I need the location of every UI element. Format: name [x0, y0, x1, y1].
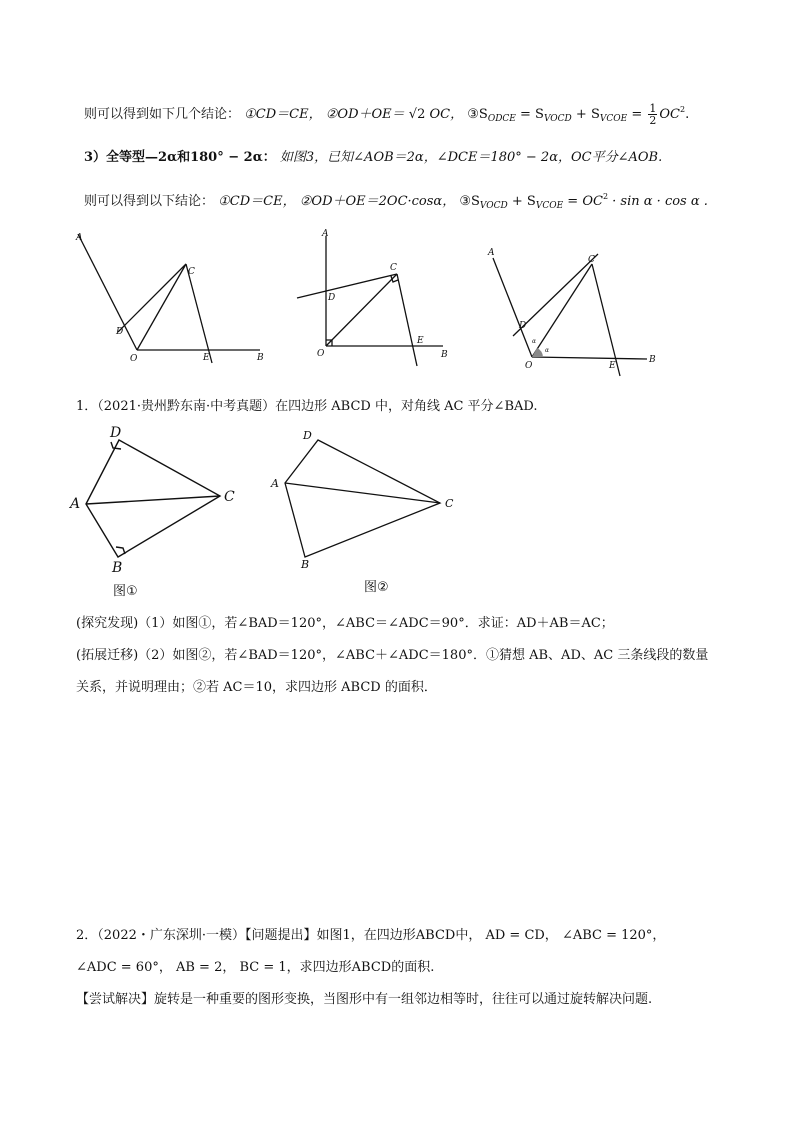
label-e: E: [609, 361, 616, 371]
problem2-line1: [76, 924, 665, 943]
part-text: 如图①，若∠BAD＝120°，∠ABC＝∠ADC＝90°．求证：AD＋AB＝AC；: [172, 616, 614, 631]
figure-type3: [485, 240, 665, 380]
fraction-half: [648, 103, 657, 126]
oc-term: OC: [659, 107, 680, 122]
conclusion-1: ①CD＝CE，: [244, 107, 322, 122]
problem1-figure-1: [66, 424, 246, 584]
type3-colon: ：: [262, 150, 276, 165]
label-alpha: α: [545, 347, 550, 354]
plus-sign: + S: [507, 194, 536, 209]
label-d: D: [328, 293, 336, 303]
label-d: D: [303, 429, 312, 442]
area-subscript: ODCE: [487, 114, 516, 124]
ray-oa: [78, 234, 137, 350]
label-c: C: [224, 489, 235, 505]
conclusion-3: ③S: [467, 107, 488, 122]
area-subscript: VCOE: [535, 201, 564, 211]
quadrilateral-abcd: [86, 440, 220, 557]
area-subscript: VOCD: [479, 201, 508, 211]
label-b: B: [301, 558, 310, 571]
ray-oa: [493, 258, 532, 357]
exponent: 2: [679, 105, 686, 114]
problem-tag: 【尝试解决】: [76, 992, 155, 1007]
label-alpha: α: [532, 338, 537, 345]
angle-marker: [532, 348, 543, 357]
problem1-part1: [76, 612, 614, 631]
figure-type2: [295, 228, 455, 368]
period: .: [685, 107, 690, 122]
problem-number: 2．: [76, 928, 98, 943]
label-d: D: [110, 425, 122, 441]
conclusion3-2: ②OD＋OE＝2OC·cosα，: [299, 194, 456, 209]
conclusions-intro: 则可以得到如下几个结论：: [84, 107, 241, 122]
segment-oc: [137, 264, 186, 350]
part-tag: (拓展迁移)（2）: [76, 648, 173, 663]
label-a: A: [271, 477, 279, 490]
problem1-part2: [76, 644, 708, 663]
fraction-denominator: 2: [649, 114, 657, 127]
problem-text: ∠ADC = 60°， AB = 2， BC = 1，求四边形ABCD的面积.: [76, 960, 435, 975]
fraction-numerator: 1: [649, 102, 657, 115]
diagonal-ac: [86, 496, 220, 504]
segment-dc: [118, 264, 186, 332]
label-b: B: [441, 350, 448, 360]
label-o: O: [525, 361, 533, 371]
label-a: A: [70, 496, 81, 512]
problem-text: 如图1，在四边形ABCD中， AD = CD， ∠ABC = 120°，: [316, 928, 666, 943]
part-text: 如图②，若∠BAD＝120°，∠ABC＋∠ADC＝180°．①猜想 AB、AD、AC 三条线段的数量: [172, 648, 709, 663]
part-tag: (探究发现)（1）: [76, 616, 173, 631]
segment-dc: [297, 274, 397, 298]
problem-number: 1．: [76, 399, 98, 414]
equals-sign: = S: [515, 107, 544, 122]
label-a: A: [322, 229, 329, 239]
label-c: C: [390, 263, 397, 273]
trig-tail: · sin α · cos α .: [608, 194, 708, 209]
label-e: E: [417, 336, 424, 346]
figure-caption-1: 图①: [113, 584, 138, 599]
part-text: 关系，并说明理由；②若 AC＝10，求四边形 ABCD 的面积．: [76, 680, 437, 695]
conclusions-type2-line: [84, 103, 689, 126]
problem-source: （2022・广东深圳·一模）: [97, 928, 245, 943]
equals-sign: =: [627, 107, 647, 122]
conclusion-2-tail: OC，: [429, 107, 464, 122]
label-e: E: [203, 353, 210, 363]
problem2-line2: [76, 956, 434, 975]
ray-ob: [532, 357, 647, 359]
problem-tag: 【问题提出】: [245, 928, 317, 943]
diagonal-ac: [285, 483, 440, 503]
conclusion3-1: ①CD＝CE，: [218, 194, 296, 209]
label-c: C: [188, 267, 195, 277]
type3-text: 如图3，已知∠AOB＝2α，∠DCE＝180° − 2α，OC平分∠AOB.: [279, 150, 663, 165]
problem-source: （2021·贵州黔东南·中考真题）: [97, 399, 276, 414]
label-o: O: [317, 349, 325, 359]
conclusions-type3-line: [84, 190, 708, 211]
label-b: B: [257, 353, 264, 363]
problem2-line3: [76, 988, 652, 1007]
problem-text: 旋转是一种重要的图形变换，当图形中有一组邻边相等时，往往可以通过旋转解决问题.: [154, 992, 653, 1007]
label-a: A: [488, 248, 495, 258]
segment-ce: [397, 274, 417, 366]
conclusions3-intro: 则可以得到以下结论：: [84, 194, 215, 209]
label-b: B: [112, 560, 123, 576]
problem1-header: [76, 395, 537, 414]
type3-heading-line: [84, 146, 662, 165]
label-c: C: [588, 255, 595, 265]
label-c: C: [445, 497, 454, 510]
label-d: D: [519, 321, 527, 331]
segment-oc: [326, 274, 397, 346]
label-d: D: [116, 327, 124, 337]
area-subscript: VOCD: [543, 114, 572, 124]
figure-caption-2: 图②: [364, 580, 389, 595]
problem-text: 在四边形 ABCD 中，对角线 AC 平分∠BAD.: [275, 399, 538, 414]
exponent: 2: [602, 192, 609, 201]
area-subscript: VCOE: [599, 114, 628, 124]
plus-sign: + S: [571, 107, 600, 122]
oc-term: = OC: [563, 194, 603, 209]
segment-ce: [592, 264, 620, 376]
problem1-part2-cont: [76, 676, 437, 695]
conclusion-2: ②OD＋OE＝: [325, 107, 405, 122]
conclusion3-3: ③S: [459, 194, 480, 209]
quadrilateral-abcd: [285, 440, 440, 557]
sqrt-2: √2: [408, 107, 426, 122]
figure-type1: [72, 232, 272, 372]
segment-ce: [186, 264, 212, 363]
problem1-figure-2: [265, 424, 465, 574]
segment-oc: [532, 264, 592, 357]
label-o: O: [130, 354, 138, 364]
type3-label: 3）全等型—2α和180° − 2α: [84, 150, 263, 165]
label-b: B: [649, 355, 656, 365]
label-a: A: [76, 233, 83, 243]
